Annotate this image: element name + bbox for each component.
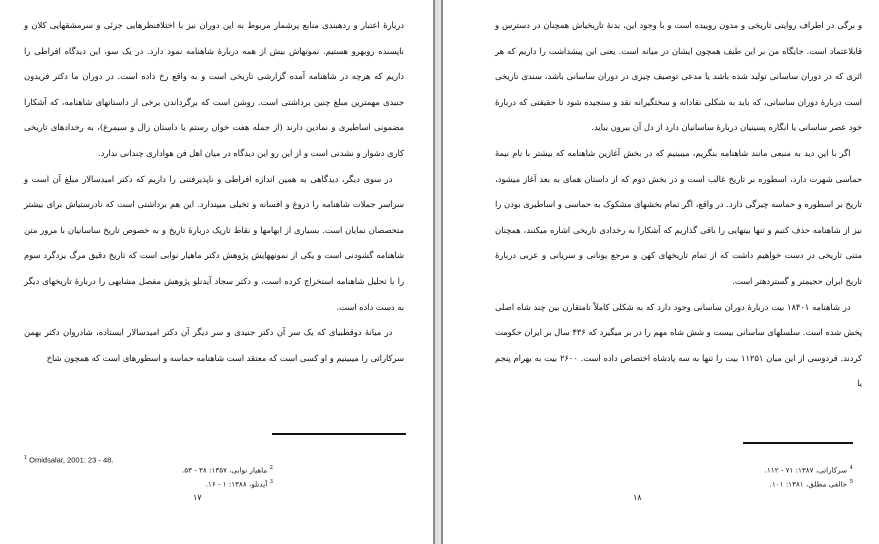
footnote-item (73, 462, 273, 476)
left-page (0, 0, 433, 544)
left-footnotes-persian (73, 462, 273, 491)
book-gutter (433, 0, 443, 544)
footnote-text: آیدنلو، ۱۳۸۸: ۱ - ۱۶. (205, 479, 268, 489)
right-paragraph-1: و برگی در اطراف روایتی تاریخی و مدون روییده است و با وجود این، بدنهٔ تاریخیاش همچنان در دسترس و قابلاعتماد است. جایگاه من بر این طیف همچون ایشان در میانه است. یعنی این پیشداشت را داریم که هر اثری که در دوران ساسانی تولید شده باشد یا مدعی توصیف چیزی در دوران ساسانی باشد، سندی تاریخی است دربارهٔ دوران ساسانی، که باید به شکلی نقادانه و سختگیرانه نقد و سنجیده شود تا حقیقتی که دربارهٔ خود عصر ساسانی یا انگاره پسینیان دربارهٔ ساسانیان دارد از دل آن بیرون بیاید. (495, 20, 862, 133)
right-paragraph-3: در شاهنامه ۱۸۴۰۱ بیت دربارهٔ دوران ساسانی وجود دارد که به شکلی کاملاً نامتقارن بین چند شاه اصلی پخش شده است. سلسلهای ساسانی بیست و شش شاه مهم را در بر میگیرد که ۴۳۶ سال بر ایران حکومت کردند. فردوسی از این میان ۱۱۲۵۱ بیت را تنها به سه پادشاه اختصاص داده است. ۲۶۰۰ بیت به بهرام پنجم یا (495, 301, 863, 389)
right-paragraph-2: اگر با این دید به منبعی مانند شاهنامه بنگریم، میبینیم که در بخش آغازین شاهنامه که بیشتر با نام نیمهٔ حماسی شهرت دارد، اسطوره بر تاریخ غالب است و در بخش دوم که از داستان همای به بعد آغاز میشود، تاریخ بر اسطوره و حماسه چیرگی دارد. در واقع، اگر تمام بخشهای مشکوک به حماسی و اساطیری بودن را نیز از شاهنامه حذف کنیم و تنها بیتهایی را باقی گذاریم که آشکارا به رخدادی تاریخی اشاره میکنند، همچنان متنی تاریخی در دست خواهیم داشت که از تمام تاریخهای کهن و مرجع یونانی و سریانی و عربی دربارهٔ تاریخ ایران حجیمتر و گستردهتر است. (495, 147, 862, 286)
footnote-item (603, 462, 853, 476)
left-paragraph-1: دربارهٔ اعتبار و ردهبندی منابع پرشمار مربوط به این دوران نیز با اختلافنظرهایی جزئی و سرمشقهایی کلان و ناپسنده روبهرو هستیم. نمونهاش بیش از همه دربارهٔ شاهنامه نمود دارد. در یک سو، این دیدگاه افراطی را داریم که هرچه در شاهنامه آمده گزارشی تاریخی است و به واقع رخ داده است. در دوران ما دکتر فریدون جنیدی مهمترین مبلغ چنین برداشتی است. روشن است که برگرداندن برخی از داستانهای شاهنامه، که آشکارا مضمونی اساطیری و نمادین دارند (از جمله هفت خوان رستم یا داستان زال و سیمرغ)، به رخدادهای تاریخی کاری دشوار و نشدنی است و از این رو این دیدگاه در میان اهل فن هواداری چندانی ندارد. (24, 20, 404, 158)
right-page-number: ۱۸ (633, 493, 642, 502)
footnote-marker: 3 (269, 479, 273, 486)
right-footnote-rule (743, 442, 853, 444)
footnote-marker: 4 (849, 465, 853, 471)
footnote-marker: 5 (849, 479, 853, 486)
left-footnote-rule (272, 433, 406, 435)
left-paragraph-2: در سوی دیگر، دیدگاهی به همین اندازه افراطی و ناپذیرفتنی را داریم که دکتر امیدسالار مبلغ آن است و سراسر جملات شاهنامه را دروغ و افسانه و تخیلی میپندارد. این هم برداشتی است که نادرستیاش برای بیشتر متخصصان نمایان است. بسیاری از ابهامها و نقاط تاریک دربارهٔ تاریخ و به خصوص تاریخ ساسانیان با مرور متن شاهنامه گشودنی است و یکی از نمونههایش پژوهش دکتر ماهیار نوابی است که تاریخ دقیق مرگ یزدگرد سوم را با تحلیل شاهنامه استخراج کرده است، و دکتر سجاد آیدنلو پژوهش مفصل مشابهی را دربارهٔ تاریخهای دیگر به دست داده است. (24, 173, 404, 312)
footnote-text: خالقی مطلق، ۱۳۸۱: ۱۰۱. (769, 479, 848, 489)
footnote-item (603, 476, 853, 490)
left-page-number: ۱۷ (193, 493, 202, 502)
footnote-text: Omidsalar, 2001: 23 - 48. (29, 455, 114, 465)
right-body-text (495, 13, 862, 397)
footnote-marker: 1 (24, 455, 28, 461)
left-body-text (24, 13, 404, 371)
right-page (443, 0, 879, 544)
left-paragraph-3: در میانهٔ دوقطبیای که یک سر آن دکتر جنیدی و سر دیگر آن دکتر امیدسالار ایستاده، شادروان دکتر بهمن سرکاراتی را میبینیم و او کسی است که معتقد است شاهنامه حماسه و اسطورهای است که همچون شاخ (24, 327, 404, 363)
footnote-marker: 2 (269, 465, 273, 471)
footnote-text: ماهیار نوابی، ۱۳۵۷: ۳۸ - ۵۳. (182, 465, 268, 475)
footnote-item (73, 476, 273, 490)
footnote-text: سرکاراتی، ۱۳۸۷: ۷۱ - ۱۱۲. (764, 465, 848, 475)
right-footnotes-persian (603, 462, 853, 491)
